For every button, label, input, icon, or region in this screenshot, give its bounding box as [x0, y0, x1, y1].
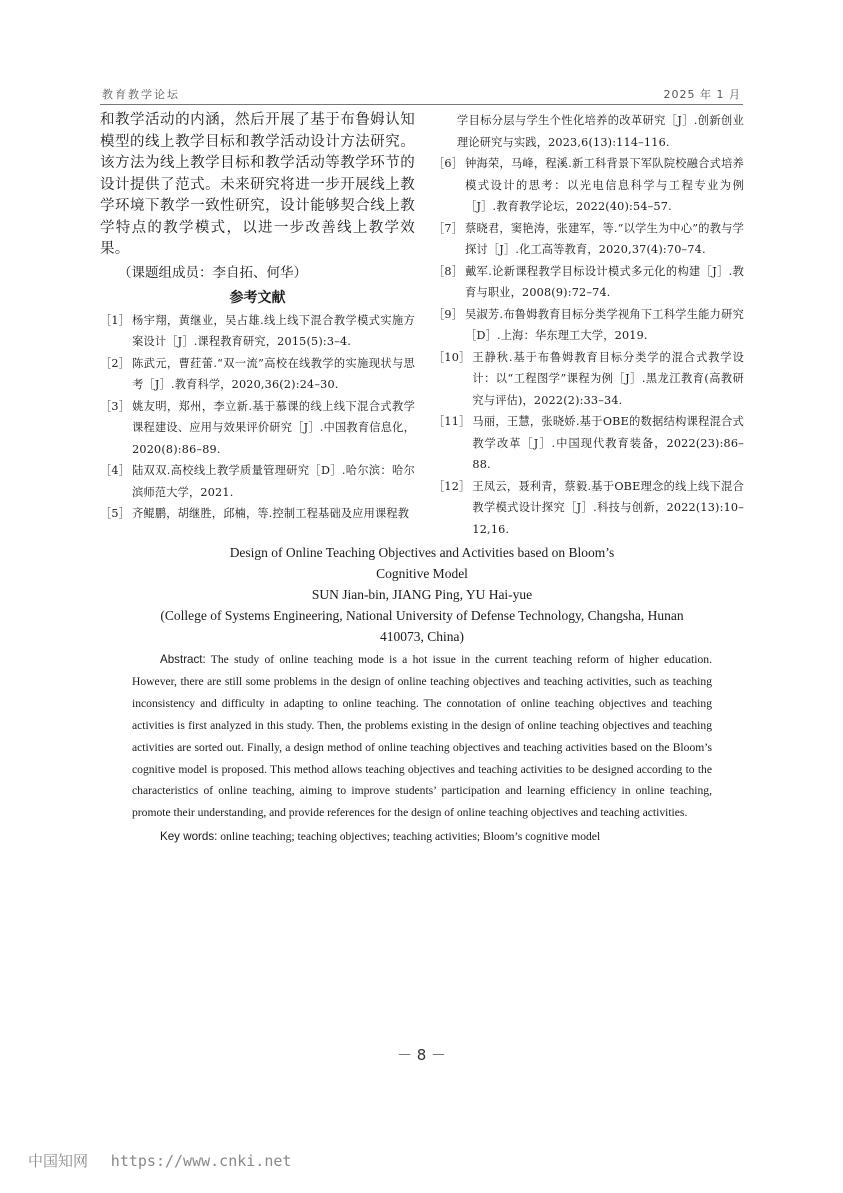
reference-text: 陈武元，曹荭蕾.“双一流”高校在线教学的实施现状与思考［J］.教育科学，2020,36(2):24–30.	[132, 356, 415, 391]
abstract-label: Abstract:	[160, 653, 206, 666]
reference-text: 齐鲲鹏，胡继胜，邱楠，等.控制工程基础及应用课程教	[132, 507, 410, 520]
reference-number: ［6］	[433, 157, 464, 170]
abstract-text: The study of online teaching mode is a hot issue in the current teaching reform of higher education. However, there are still some problems in the design of online teaching objectives and teaching activities, such as teaching inconsistency and difficulty in adapting to online teaching. The connotation of online teaching objectives and teaching activities is first analyzed in this study. Then, the problems existing in the design of online teaching objectives and teaching activities are sorted out. Finally, a design method of online teaching objectives and teaching activities based on the Bloom’s cognitive model is proposed. This method allows teaching objectives and teaching activities to be designed according to the characteristics of online teaching, aiming to improve students’ participation and learning efficiency in online teaching, promote their understanding, and provide references for the design of online teaching objectives and teaching activities.	[132, 653, 712, 820]
reference-text: 王凤云，聂利青，蔡毅.基于OBE理念的线上线下混合教学模式设计探究［J］.科技与创新，2022(13):10–12,16.	[472, 479, 744, 536]
english-authors: SUN Jian-bin, JIANG Ping, YU Hai-yue	[311, 587, 533, 602]
reference-number: ［11］	[433, 415, 471, 428]
right-column	[433, 110, 744, 540]
reference-text: 王静秋.基于布鲁姆教育目标分类学的混合式教学设计：以“工程图学”课程为例［J］.黑龙江教育(高教研究与评估)，2022(2):33–34.	[472, 350, 744, 407]
reference-number: ［7］	[433, 221, 464, 235]
english-title-line: Design of Online Teaching Objectives and Activities based on Bloom’s	[229, 545, 615, 560]
reference-text: 戴军.论新课程教学目标设计模式多元化的构建［J］.教育与职业，2008(9):72–74.	[465, 264, 744, 299]
reference-item	[433, 261, 744, 304]
reference-item	[100, 503, 415, 525]
editor-note: （课题组成员：李自拓、何华）	[118, 264, 307, 281]
references-title: 参考文献	[229, 289, 286, 306]
reference-number: ［3］	[100, 399, 131, 413]
reference-continuation	[433, 110, 744, 153]
reference-text: 陆双双.高校线上教学质量管理研究［D］.哈尔滨：哈尔滨师范大学，2021.	[132, 464, 415, 499]
reference-number: ［8］	[433, 264, 464, 278]
issue-date: 2025 年 1 月	[663, 88, 741, 101]
keywords-paragraph	[132, 826, 712, 848]
abstract-paragraph	[132, 649, 712, 824]
reference-item	[433, 218, 744, 261]
header-rule	[100, 104, 743, 105]
page-number: － 8 －	[396, 1046, 447, 1064]
reference-number: ［1］	[100, 313, 131, 327]
reference-item	[433, 476, 744, 541]
reference-text: 吴淑芳.布鲁姆教育目标分类学视角下工科学生能力研究［D］.上海：华东理工大学，2019.	[465, 307, 744, 342]
reference-item	[100, 396, 415, 461]
reference-item	[100, 353, 415, 396]
watermark-name: 中国知网	[28, 1152, 89, 1170]
reference-number: ［10］	[433, 350, 471, 364]
reference-number: ［4］	[100, 464, 131, 477]
english-abstract-block	[132, 542, 712, 848]
english-affiliation	[132, 605, 712, 647]
reference-text: 钟海荣，马峰，程溪.新工科背景下军队院校融合式培养模式设计的思考：以光电信息科学与工程专业为例［J］.教育教学论坛，2022(40):54–57.	[465, 157, 744, 213]
affiliation-line: (College of Systems Engineering, National University of Defense Technology, Changsha, Hunan	[160, 608, 684, 623]
reference-item	[433, 304, 744, 347]
reference-item	[433, 411, 744, 476]
reference-item	[100, 310, 415, 353]
cnki-watermark	[28, 1150, 291, 1171]
reference-text: 杨宇翔，黄继业，吴占雄.线上线下混合教学模式实施方案设计［J］.课程教育研究，2015(5):3–4.	[132, 313, 415, 348]
conclusion-paragraph: 和教学活动的内涵，然后开展了基于布鲁姆认知模型的线上教学目标和教学活动设计方法研究。该方法为线上教学目标和教学活动等教学环节的设计提供了范式。未来研究将进一步开展线上教学环境下教学一致性研究，设计能够契合线上教学特点的教学模式，以进一步改善线上教学效果。	[100, 112, 415, 257]
reference-item	[100, 460, 415, 503]
watermark-url: https://www.cnki.net	[110, 1152, 292, 1170]
reference-number: ［2］	[100, 356, 131, 370]
keywords-label: Key words:	[160, 830, 218, 844]
english-title-line: Cognitive Model	[376, 566, 468, 581]
reference-text: 姚友明，郑州，李立新.基于慕课的线上线下混合式教学课程建设、应用与效果评价研究［J］.中国教育信息化，2020(8):86–89.	[132, 399, 415, 456]
keywords-text: online teaching; teaching objectives; teaching activities; Bloom’s cognitive model	[217, 830, 601, 844]
journal-name: 教育教学论坛	[102, 88, 180, 101]
left-column	[100, 110, 415, 525]
reference-text: 蔡晓君，窦艳涛，张建军，等.“以学生为中心”的教与学探讨［J］.化工高等教育，2020,37(4):70–74.	[465, 221, 744, 256]
reference-item	[433, 153, 744, 218]
reference-item	[433, 347, 744, 412]
reference-number: ［5］	[100, 507, 131, 520]
reference-number: ［9］	[433, 307, 464, 321]
reference-text: 马丽，王慧，张晓娇.基于OBE的数据结构课程混合式教学改革［J］.中国现代教育装备，2022(23):86–88.	[472, 415, 744, 471]
affiliation-line: 410073, China)	[380, 629, 464, 644]
reference-number: ［12］	[433, 479, 471, 493]
reference-text: 学目标分层与学生个性化培养的改革研究［J］.创新创业理论研究与实践，2023,6(13):114–116.	[457, 114, 744, 149]
english-title	[132, 542, 712, 584]
